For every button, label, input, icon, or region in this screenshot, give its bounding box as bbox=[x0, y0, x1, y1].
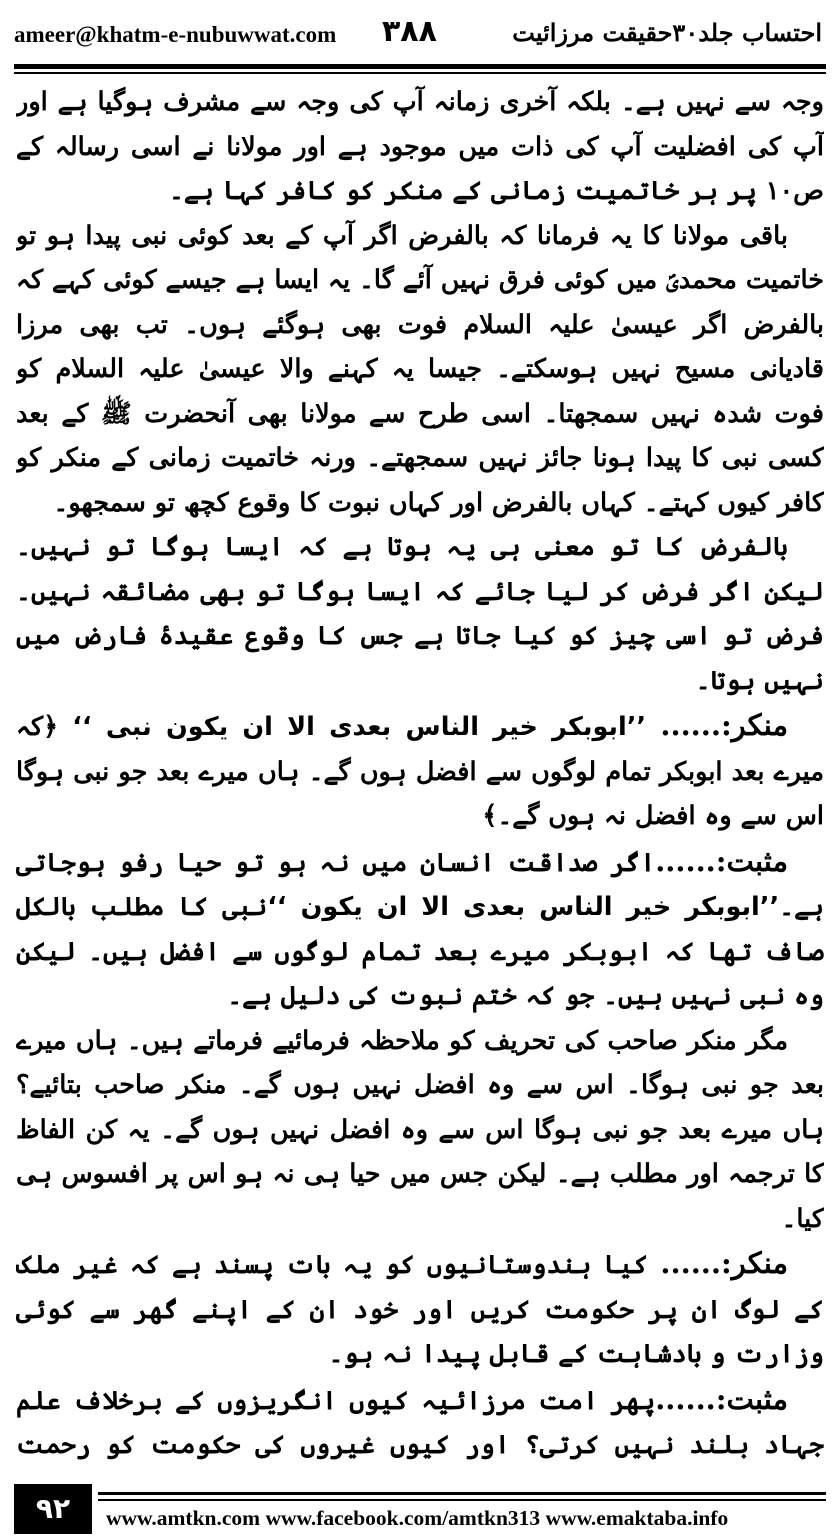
header-rule-thin bbox=[14, 72, 826, 74]
paragraph-7 bbox=[16, 1241, 824, 1377]
speaker-label-munkir: منکر:...... bbox=[660, 708, 788, 742]
reply-text-2: نبی کا مطلب بالکل صاف تھا کہ ابوبکر میرے بعد تمام لوگوں سے افضل ہیں۔ لیکن وہ نبی نہیں ہیں۔ جو کہ ختم نبوت کی دلیل ہے۔ bbox=[16, 892, 824, 1011]
running-title: احتساب جلد۳۰حقیقت مرزائیت bbox=[512, 18, 822, 47]
answer-text: پھر امت مرزائیہ کیوں انگریزوں کے برخلاف علم جہاد بلند نہیں کرتی؟ اور کیوں غیروں کی حکومت کو رحمت bbox=[16, 1385, 824, 1460]
paragraph-3: بالفرض کا تو معنی ہی یہ ہوتا ہے کہ ایسا ہوگا تو نہیں۔ لیکن اگر فرض کر لیا جائے کہ ایسا ہوگا تو بھی مضائقہ نہیں۔ فرض تو اسی چیز کو کیا جاتا ہے جس کا وقوع عقیدۂ فارض میں نہیں ہوتا۔ bbox=[16, 532, 824, 696]
header-rule-thick bbox=[14, 64, 826, 69]
speaker-label-musbit: مثبت:...... bbox=[655, 843, 788, 878]
page-footer bbox=[0, 1484, 840, 1540]
paragraph-6: مگر منکر صاحب کی تحریف کو ملاحظہ فرمائیے فرماتے ہیں۔ ہاں میرے بعد جو نبی ہوگا۔ اس سے وہ افضل نہیں ہوں گے۔ منکر صاحب بتائیے؟ ہاں میرے بعد جو نبی ہوگا اس سے وہ افضل نہیں ہوں گے۔ یہ کن الفاظ کا ترجمہ اور مطلب ہے۔ لیکن جس میں حیا ہی نہ ہو اس پر افسوس ہی کیا۔ bbox=[16, 1025, 824, 1234]
paragraph-4 bbox=[16, 703, 824, 839]
paragraph-1: وجہ سے نہیں ہے۔ بلکہ آخری زمانہ آپ کی وجہ سے مشرف ہوگیا ہے اور آپ کی افضلیت آپ کی ذات میں موجود ہے اور مولانا نے اسی رسالہ کے ص۱۰ پر ہر خاتمیت زمانی کے منکر کو کافر کہا ہے۔ bbox=[16, 87, 824, 206]
footer-rule-thick bbox=[98, 1492, 826, 1495]
hadith-quote-2: ’’ابوبکر خیر الناس بعدی الا ان یکون ‘‘ bbox=[267, 892, 780, 922]
footer-page-number: ۹۲ bbox=[14, 1484, 92, 1534]
paragraph-8 bbox=[16, 1377, 824, 1461]
page-header bbox=[0, 0, 840, 62]
footer-rule-thin bbox=[98, 1499, 826, 1501]
paragraph-5 bbox=[16, 839, 824, 1019]
header-page-number: ۳۸۸ bbox=[382, 14, 437, 49]
page-body bbox=[16, 80, 824, 1460]
speaker-label-munkir-2: منکر:...... bbox=[660, 1246, 788, 1280]
header-email: ameer@khatm-e-nubuwwat.com bbox=[14, 22, 337, 47]
objection-text: کیا ہندوستانیوں کو یہ بات پسند ہے کہ غیر ملک کے لوگ ان پر حکومت کریں اور خود ان کے اپنے گھر سے کوئی وزارت و بادشاہت کے قابل پیدا نہ ہو۔ bbox=[16, 1250, 824, 1369]
hadith-translation: ﴿کہ میرے بعد ابوبکر تمام لوگوں سے افضل ہوں گے۔ ہاں میرے بعد جو نبی ہوگا اس سے وہ افضل نہ ہوں گے۔﴾ bbox=[16, 712, 824, 831]
paragraph-2: باقی مولانا کا یہ فرمانا کہ بالفرض اگر آپ کے بعد کوئی نبی پیدا ہو تو خاتمیت محمدیؐ میں کوئی فرق نہیں آئے گا۔ یہ ایسا ہے جیسے کوئی کہے کہ بالفرض اگر عیسیٰ علیہ السلام فوت بھی ہوگئے ہوں۔ تب بھی مرزا قادیانی مسیح نہیں ہوسکتے۔ جیسا یہ کہنے والا عیسیٰ علیہ السلام کو فوت شدہ نہیں سمجھتا۔ اسی طرح سے مولانا بھی آنحضرت ﷺ کے بعد کسی نبی کا پیدا ہونا جائز نہیں سمجھتے۔ ورنہ خاتمیت زمانی کے منکر کو کافر کیوں کہتے۔ کہاں بالفرض اور کہاں نبوت کا وقوع کچھ تو سمجھو۔ bbox=[16, 220, 824, 518]
speaker-label-musbit-2: مثبت:...... bbox=[655, 1381, 788, 1416]
hadith-quote: ’’ابوبکر خیر الناس بعدی الا ان یکون نبی ‘‘ bbox=[72, 712, 647, 742]
reply-text-1: اگر صداقت انسان میں نہ ہو تو حیا رفو ہوجاتی ہے۔ bbox=[16, 847, 824, 922]
footer-urls: www.amtkn.com www.facebook.com/amtkn313 www.emaktaba.info bbox=[106, 1506, 729, 1530]
